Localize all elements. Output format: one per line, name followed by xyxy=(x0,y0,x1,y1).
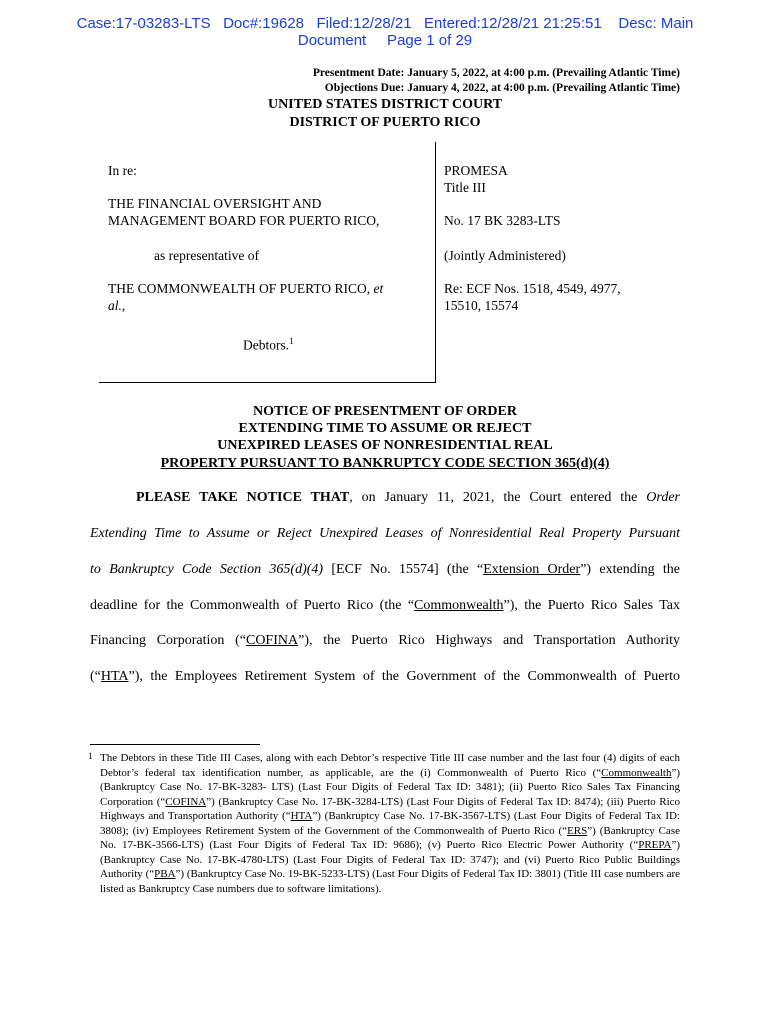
body-line-3: to Bankruptcy Code Section 365(d)(4) [ECF No. 15574] (the “Extension Order”) extending the xyxy=(90,562,680,577)
caption-case-number: No. 17 BK 3283-LTS xyxy=(444,213,561,228)
court-district: DISTRICT OF PUERTO RICO xyxy=(289,115,481,130)
caption-divider-vertical xyxy=(435,142,436,383)
caption-promesa: PROMESA xyxy=(444,163,508,178)
presentment-date: Presentment Date: January 5, 2022, at 4:00 p.m. (Prevailing Atlantic Time) xyxy=(312,67,680,79)
caption-as-representative: as representative of xyxy=(154,248,259,263)
body-line-5: Financing Corporation (“COFINA”), the Puerto Rico Highways and Transportation Authority xyxy=(90,633,680,648)
doc-title-line4: PROPERTY PURSUANT TO BANKRUPTCY CODE SECTION 365(d)(4) xyxy=(160,456,610,471)
ecf-stamp-line1: Case:17-03283-LTS Doc#:19628 Filed:12/28/21 Entered:12/28/21 21:25:51 Desc: Main xyxy=(76,15,694,32)
caption-party2-line2: al., xyxy=(108,298,126,313)
body-line-4: deadline for the Commonwealth of Puerto Rico (the “Commonwealth”), the Puerto Rico Sales Tax xyxy=(90,598,680,613)
body-line-6: (“HTA”), the Employees Retirement System of the Government of the Commonwealth of Puerto xyxy=(90,669,680,684)
caption-debtors: Debtors.$^1$ xyxy=(243,336,294,353)
caption-party1-line2: MANAGEMENT BOARD FOR PUERTO RICO, xyxy=(108,213,380,228)
caption-jointly-administered: (Jointly Administered) xyxy=(444,248,566,263)
caption-ecf-line2: 15510, 15574 xyxy=(444,298,519,313)
caption-title-iii: Title III xyxy=(444,180,486,195)
caption-ecf-line1: Re: ECF Nos. 1518, 4549, 4977, xyxy=(444,281,621,296)
doc-title-line3: UNEXPIRED LEASES OF NONRESIDENTIAL REAL xyxy=(217,438,553,453)
body-line-2: Extending Time to Assume or Reject Unexpired Leases of Nonresidential Real Property Pursuant xyxy=(90,526,680,541)
objections-due: Objections Due: January 4, 2022, at 4:00 p.m. (Prevailing Atlantic Time) xyxy=(324,82,680,94)
caption-party2-line1: THE COMMONWEALTH OF PUERTO RICO, et xyxy=(108,281,384,296)
footnote-text: The Debtors in these Title III Cases, along with each Debtor’s respective Title III case number and the last four (4) digits of each Debtor’s federal tax identification number, as applicable, are the (i) Commonwealth of Puerto Rico (“Commonwealth”) (Bankruptcy Case No. 17-BK-3283- LTS) (Last Four Digits of Federal Tax ID: 3481); (ii) Puerto Rico Sales Tax Financing Corporation (“COFINA”) (Bankruptcy Case No. 17-BK-3284-LTS) (Last Four Digits of Federal Tax ID: 8474); (iii) Puerto Rico Highways and Transportation Authority (“HTA”) (Bankruptcy Case No. 17-BK-3567-LTS) (Last Four Digits of Federal Tax ID: 3808); (iv) Employees Retirement System of the Government of the Commonwealth of Puerto Rico (“ERS”) (Bankruptcy Case No. 17-BK-3566-LTS) (Last Four Digits of Federal Tax ID: 9686); (v) Puerto Rico Electric Power Authority (“PREPA”) (Bankruptcy Case No. 17-BK-4780-LTS) (Last Four Digits of Federal Tax ID: 3747); and (vi) Puerto Rico Public Buildings Authority (“PBA”) (Bankruptcy Case No. 19-BK-5233-LTS) (Last Four Digits of Federal Tax ID: 3801) (Title III case numbers are listed as Bankruptcy Case numbers due to software limitations). xyxy=(100,752,681,895)
deadline-block xyxy=(313,66,680,96)
footnote-ref: 1 xyxy=(289,336,294,346)
court-name: UNITED STATES DISTRICT COURT xyxy=(267,97,503,112)
footnote-rule xyxy=(90,744,260,745)
body-line-1: PLEASE TAKE NOTICE THAT, on January 11, 2021, the Court entered the Order xyxy=(136,490,680,505)
doc-title-line1: NOTICE OF PRESENTMENT OF ORDER xyxy=(253,404,517,419)
caption-party1-line1: THE FINANCIAL OVERSIGHT AND xyxy=(108,196,322,211)
ecf-stamp-line2: Document Page 1 of 29 xyxy=(297,32,473,49)
caption-divider-horizontal xyxy=(99,382,436,383)
doc-title-line2: EXTENDING TIME TO ASSUME OR REJECT xyxy=(238,421,532,436)
footnote-mark: 1 xyxy=(88,751,93,761)
caption-in-re: In re: xyxy=(108,163,137,178)
